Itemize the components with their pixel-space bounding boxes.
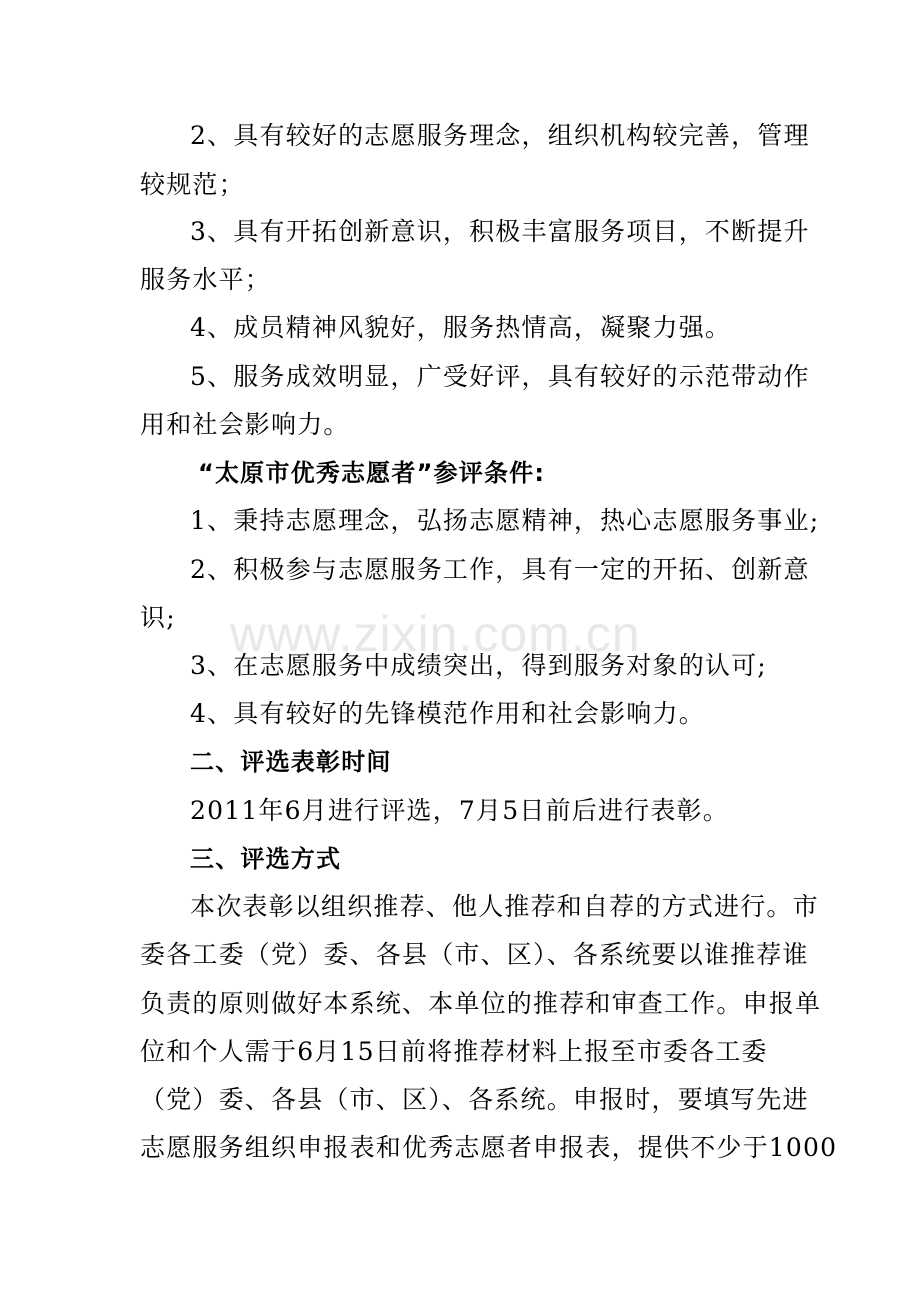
paragraph-line: 3、在志愿服务中成绩突出，得到服务对象的认可;	[190, 651, 767, 680]
paragraph-line: 2011年6月进行评选，7月5日前后进行表彰。	[190, 796, 729, 825]
paragraph-line: 2、积极参与志愿服务工作，具有一定的开拓、创新意	[190, 555, 810, 584]
section-subheading: “太原市优秀志愿者”参评条件:	[198, 459, 546, 487]
paragraph-line: 5、服务成效明显，广受好评，具有较好的示范带动作	[190, 362, 810, 391]
section-heading: 二、评选表彰时间	[190, 748, 392, 776]
paragraph-line: 志愿服务组织申报表和优秀志愿者申报表，提供不少于1000	[140, 1133, 838, 1162]
paragraph-line: 4、具有较好的先锋模范作用和社会影响力。	[190, 699, 705, 728]
paragraph-line: 2、具有较好的志愿服务理念，组织机构较完善，管理	[190, 121, 810, 150]
paragraph-line: 本次表彰以组织推荐、他人推荐和自荐的方式进行。市	[190, 892, 819, 921]
paragraph-line: （党）委、各县（市、区）、各系统。申报时，要填写先进	[140, 1085, 809, 1114]
paragraph-line: 识;	[140, 603, 176, 632]
paragraph-line: 位和个人需于6月15日前将推荐材料上报至市委各工委	[140, 1037, 768, 1066]
watermark-text: www.zixin.com.cn	[230, 606, 641, 662]
paragraph-line: 1、秉持志愿理念，弘扬志愿精神，热心志愿服务事业;	[190, 506, 820, 535]
paragraph-line: 负责的原则做好本系统、本单位的推荐和审查工作。申报单	[140, 989, 822, 1018]
paragraph-line: 用和社会影响力。	[140, 410, 350, 439]
paragraph-line: 服务水平；	[140, 265, 272, 294]
paragraph-line: 3、具有开拓创新意识，积极丰富服务项目，不断提升	[190, 217, 810, 246]
paragraph-line: 较规范；	[140, 170, 245, 199]
section-heading: 三、评选方式	[190, 845, 342, 873]
paragraph-line: 4、成员精神风貌好，服务热情高，凝聚力强。	[190, 313, 732, 342]
paragraph-line: 委各工委（党）委、各县（市、区）、各系统要以谁推荐谁	[140, 940, 809, 969]
